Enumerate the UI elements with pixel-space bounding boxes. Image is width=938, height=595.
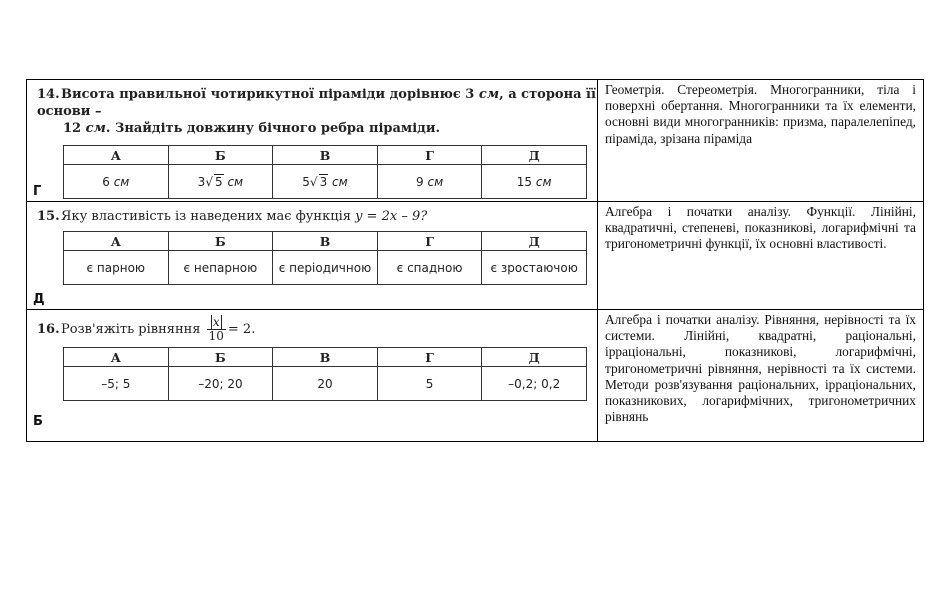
answer-option: 5 xyxy=(377,367,482,401)
option-coef: 6 xyxy=(102,174,110,189)
question-text-16 xyxy=(37,316,597,343)
answer-letter: Д xyxy=(482,146,587,165)
q14-text-part: . Знайдіть довжину бічного ребра піраміди. xyxy=(105,121,440,136)
answer-table-14 xyxy=(63,145,587,199)
q15-text: Яку властивість із наведених має функція xyxy=(61,209,351,224)
equation-fraction xyxy=(207,316,226,343)
answer-letter: В xyxy=(273,232,378,251)
q14-text-part: Висота правильної чотирикутної піраміди дорівнює 3 xyxy=(61,87,475,102)
question-cell-14 xyxy=(27,80,598,202)
answer-option xyxy=(482,165,587,199)
option-unit: см xyxy=(427,174,444,189)
answer-option xyxy=(64,165,169,199)
correct-answer-15: Д xyxy=(33,292,45,307)
option-unit: см xyxy=(332,174,348,189)
option-root: 5 xyxy=(214,174,223,189)
answer-option: 5√ 3 см xyxy=(273,165,378,199)
option-root: 3 xyxy=(319,174,328,189)
answer-letter: Б xyxy=(168,232,273,251)
answer-option: –20; 20 xyxy=(168,367,273,401)
equation-rhs: = 2. xyxy=(227,322,256,337)
answer-option: –0,2; 0,2 xyxy=(482,367,587,401)
answer-option: є спадною xyxy=(377,251,482,285)
option-coef: 9 xyxy=(416,174,424,189)
correct-answer-14: Г xyxy=(33,184,42,199)
option-coef: 15 xyxy=(516,174,533,189)
answer-letter: Г xyxy=(377,146,482,165)
question-row-16 xyxy=(27,310,924,442)
question-number-16: 16. xyxy=(37,322,60,337)
answer-option xyxy=(377,165,482,199)
q14-unit: см xyxy=(85,121,106,136)
q14-unit: см xyxy=(478,87,500,102)
option-coef: 5 xyxy=(302,174,310,189)
topic-text-14: Геометрія. Стереометрія. Многогранники, тіла і поверхні обертання. Многогранники та їх елементи, основні види многогранників: призма, паралелепіпед, піраміда, зрізана піраміда xyxy=(605,82,916,146)
question-row-15 xyxy=(27,202,924,310)
answer-letter: Г xyxy=(377,348,482,367)
option-unit: см xyxy=(113,174,130,189)
answer-option: є парною xyxy=(64,251,169,285)
answer-letter: Б xyxy=(168,348,273,367)
fraction-numerator: x xyxy=(212,315,220,329)
fraction-denominator: 10 xyxy=(208,329,224,343)
answer-letter: В xyxy=(273,348,378,367)
answer-option: 20 xyxy=(273,367,378,401)
answer-letter: Б xyxy=(168,146,273,165)
topic-cell-16 xyxy=(598,310,924,442)
answer-letter: Г xyxy=(377,232,482,251)
correct-answer-16: Б xyxy=(33,414,43,429)
question-number-14: 14. xyxy=(37,87,60,102)
topic-cell-15 xyxy=(598,202,924,310)
answer-letter: Д xyxy=(482,232,587,251)
question-text-15 xyxy=(37,208,597,225)
answer-table-16 xyxy=(63,347,587,401)
q16-text: Розв'яжіть рівняння xyxy=(61,322,201,337)
answer-letter: Д xyxy=(482,348,587,367)
answer-option: 3√ 5 см xyxy=(168,165,273,199)
answer-letter: А xyxy=(64,232,169,251)
question-text-14-line2 xyxy=(63,120,597,137)
q14-text-part: 12 xyxy=(63,121,82,136)
questions-table xyxy=(26,79,924,442)
question-number-15: 15. xyxy=(37,209,60,224)
answer-table-15 xyxy=(63,231,587,285)
question-cell-15 xyxy=(27,202,598,310)
answer-option: є періодичною xyxy=(273,251,378,285)
answer-option: є непарною xyxy=(168,251,273,285)
q14-text-part: , а сторона її основи – xyxy=(37,87,596,119)
topic-cell-14 xyxy=(598,80,924,202)
question-row-14 xyxy=(27,80,924,202)
option-unit: см xyxy=(535,174,552,189)
topic-text-15: Алгебра і початки аналізу. Функції. Лінійні, квадратичні, степеневі, показникові, логарифмічні та тригонометричні функції, їх основні властивості. xyxy=(605,204,916,252)
answer-letter: В xyxy=(273,146,378,165)
option-unit: см xyxy=(227,174,244,189)
answer-option: –5; 5 xyxy=(64,367,169,401)
question-cell-16 xyxy=(27,310,598,442)
answer-letter: А xyxy=(64,348,169,367)
topic-text-16: Алгебра і початки аналізу. Рівняння, нерівності та їх системи. Лінійні, квадратні, раціональні, ірраціональні, показникові, логарифмічні, тригонометричні рівняння, нерівності та їх системи. Методи розв'язування раціональних, ірраціональних, показникових, логарифмічних, тригонометричних рівнянь xyxy=(605,312,916,425)
answer-option: є зростаючою xyxy=(482,251,587,285)
q15-formula: y = 2x – 9? xyxy=(355,209,428,224)
answer-letter: А xyxy=(64,146,169,165)
option-coef: 3 xyxy=(197,174,206,189)
question-text-14 xyxy=(37,86,597,120)
